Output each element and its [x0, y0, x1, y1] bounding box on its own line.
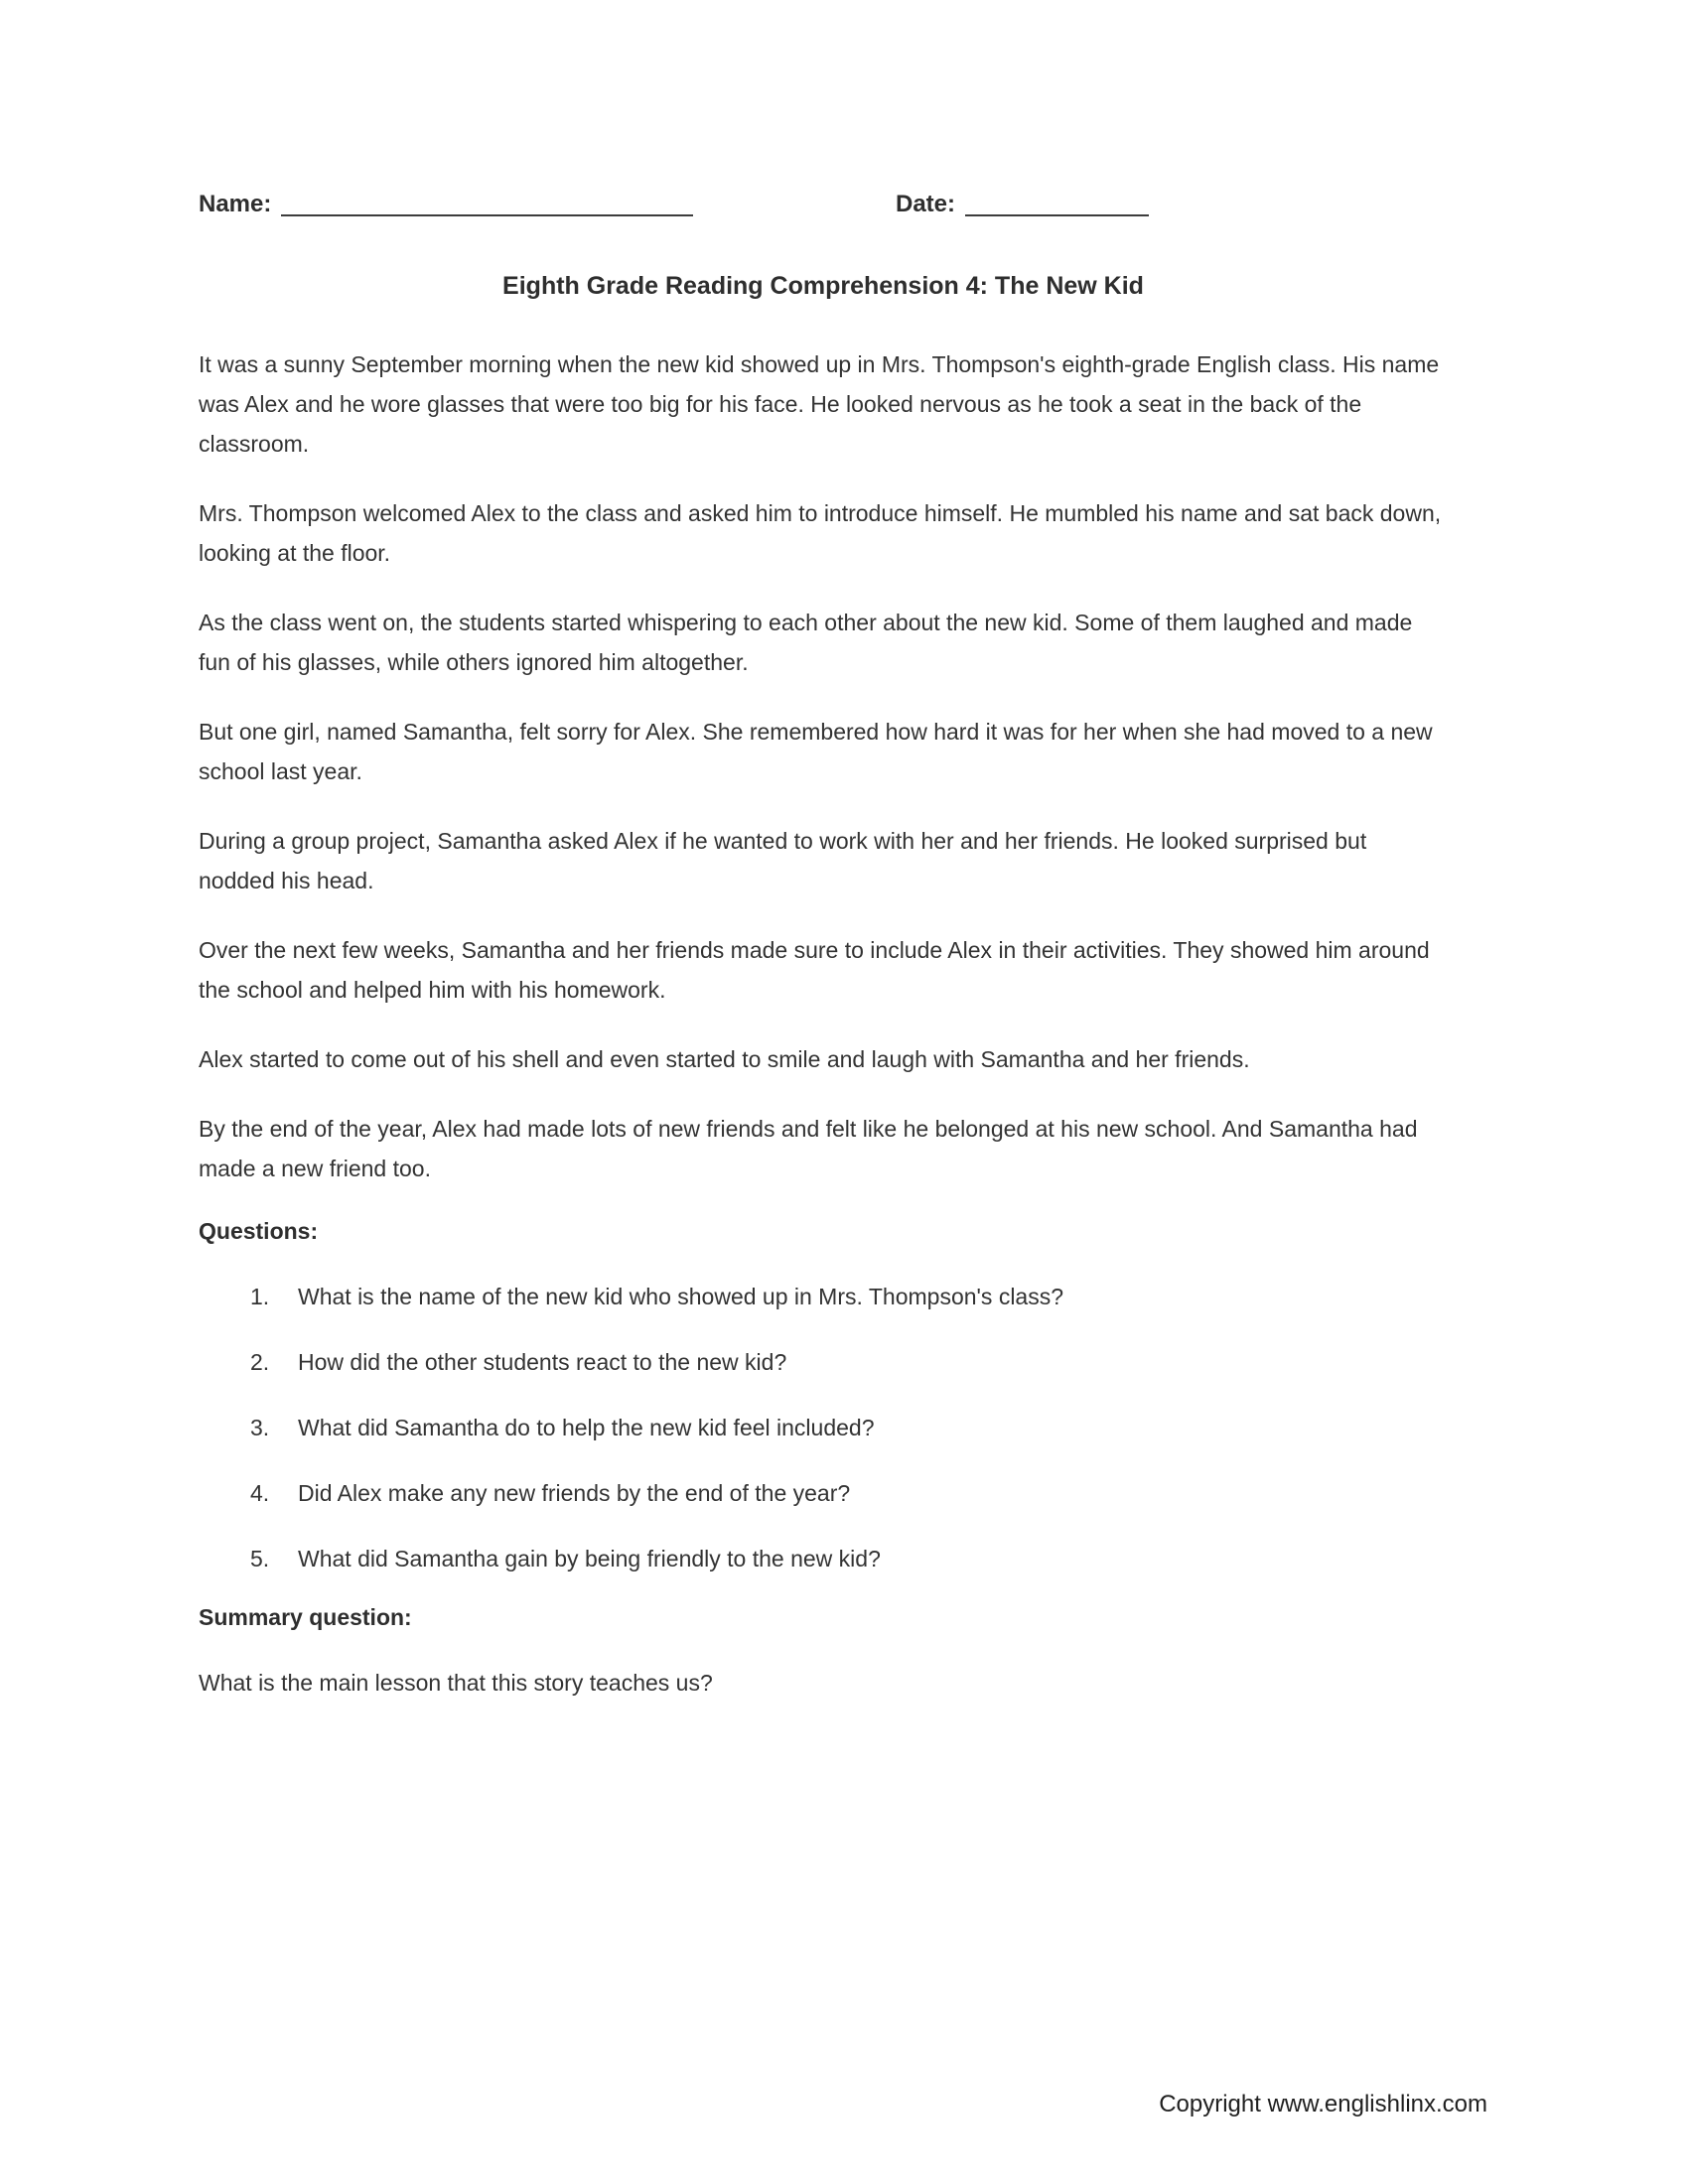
summary-heading: Summary question:	[199, 1604, 412, 1630]
question-number: 1.	[250, 1284, 270, 1309]
summary-question: What is the main lesson that this story teaches us?	[199, 1670, 713, 1696]
name-date-row	[199, 191, 1448, 238]
questions-heading: Questions:	[199, 1218, 319, 1244]
copyright-text: Copyright www.englishlinx.com	[1159, 2091, 1487, 2117]
worksheet-content	[199, 191, 1448, 1703]
question-number: 5.	[250, 1546, 270, 1571]
story-paragraph: Over the next few weeks, Samantha and her friends made sure to include Alex in their activities. They showed him around the school and helped him with his homework.	[199, 937, 1430, 1003]
question-text: What is the name of the new kid who showed up in Mrs. Thompson's class?	[298, 1284, 1064, 1309]
name-label: Name:	[199, 191, 272, 217]
story-paragraph: During a group project, Samantha asked Alex if he wanted to work with her and her friends. He looked surprised but nodded his head.	[199, 828, 1367, 893]
story-text	[199, 344, 1448, 1188]
question-item	[250, 1408, 1448, 1447]
questions-list	[199, 1277, 1448, 1578]
question-item	[250, 1342, 1448, 1382]
story-paragraph: By the end of the year, Alex had made lots of new friends and felt like he belonged at his new school. And Samantha had made a new friend too.	[199, 1116, 1418, 1181]
name-blank-line	[281, 195, 693, 216]
question-text: What did Samantha gain by being friendly to the new kid?	[298, 1546, 881, 1571]
question-text: Did Alex make any new friends by the end of the year?	[298, 1480, 851, 1506]
question-number: 3.	[250, 1415, 270, 1440]
question-item	[250, 1277, 1448, 1316]
worksheet-title: Eighth Grade Reading Comprehension 4: The New Kid	[502, 272, 1144, 300]
question-item	[250, 1539, 1448, 1578]
story-paragraph: Alex started to come out of his shell and even started to smile and laugh with Samantha and her friends.	[199, 1046, 1250, 1072]
story-paragraph: But one girl, named Samantha, felt sorry for Alex. She remembered how hard it was for her when she had moved to a new school last year.	[199, 719, 1433, 784]
question-text: How did the other students react to the new kid?	[298, 1349, 787, 1375]
story-paragraph: As the class went on, the students started whispering to each other about the new kid. Some of them laughed and made fun of his glasses, while others ignored him altogether.	[199, 610, 1413, 675]
date-blank-line	[965, 195, 1149, 216]
story-paragraph: It was a sunny September morning when the new kid showed up in Mrs. Thompson's eighth-grade English class. His name was Alex and he wore glasses that were too big for his face. He looked nervous as he took a seat in the back of the classroom.	[199, 351, 1440, 457]
name-field-group	[199, 191, 693, 218]
date-label: Date:	[896, 191, 956, 217]
story-paragraph: Mrs. Thompson welcomed Alex to the class and asked him to introduce himself. He mumbled his name and sat back down, looking at the floor.	[199, 500, 1442, 566]
question-number: 2.	[250, 1349, 270, 1375]
question-item	[250, 1473, 1448, 1513]
question-number: 4.	[250, 1480, 270, 1506]
date-field-group	[896, 191, 1149, 218]
question-text: What did Samantha do to help the new kid feel included?	[298, 1415, 875, 1440]
